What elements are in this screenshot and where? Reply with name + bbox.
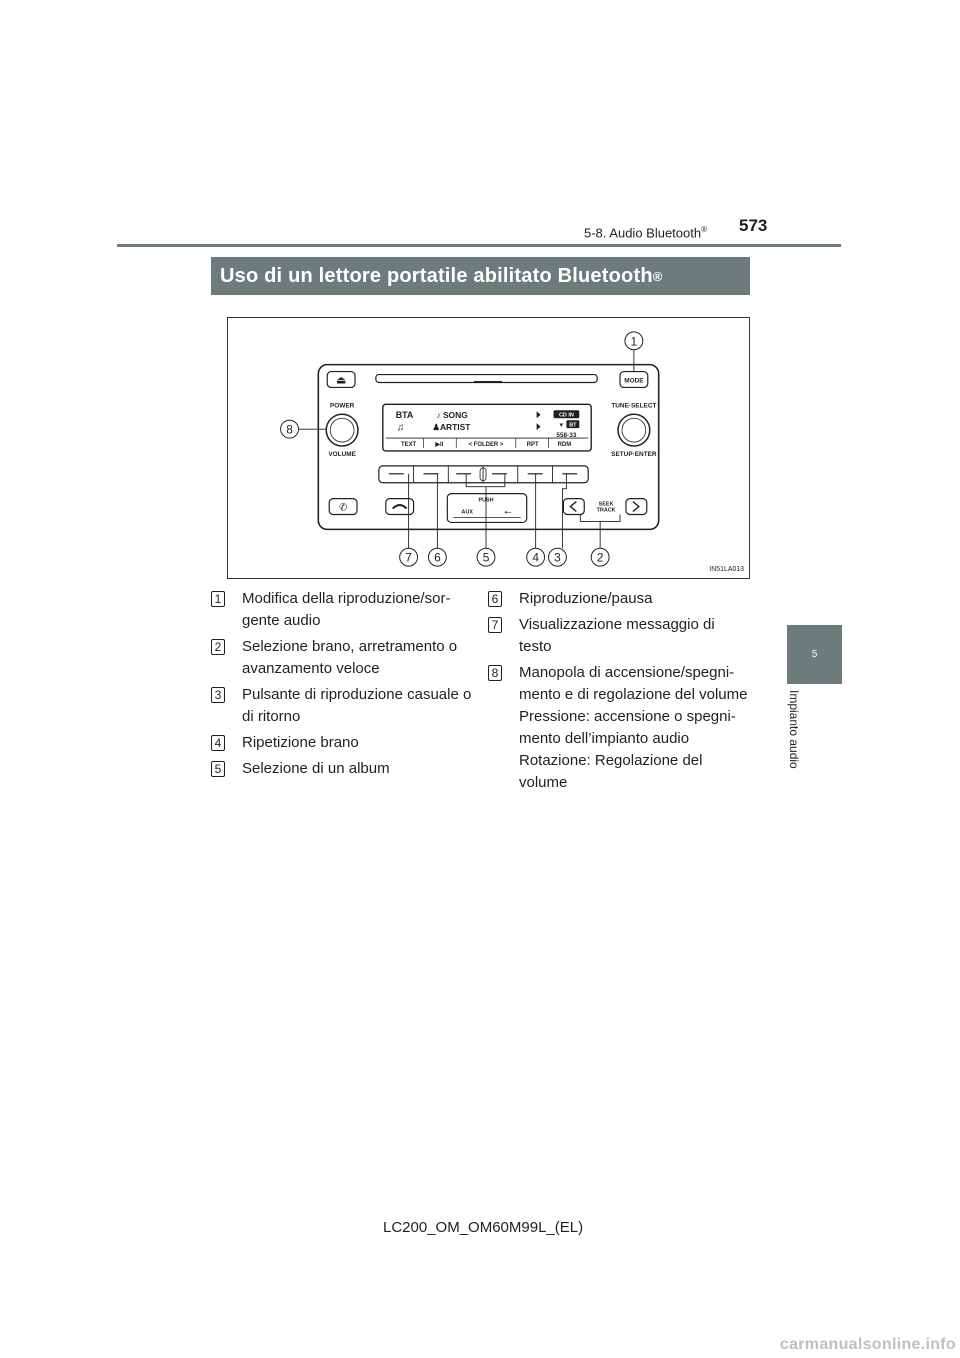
legend-number: 6 (488, 591, 502, 607)
power-label: POWER (329, 402, 355, 410)
callout-4 (527, 548, 545, 566)
preset-button-row (379, 466, 588, 483)
tune-select-label: TUNE·SELECT (611, 402, 657, 410)
legend-number: 7 (488, 617, 502, 633)
callout-7 (400, 548, 418, 566)
legend-text-continued: testo (519, 638, 552, 655)
watermark: carmanualsonline.info (779, 1336, 956, 1353)
legend-text-continued: mento e di regolazione del volume (519, 686, 748, 703)
callout-8 (281, 420, 299, 438)
callout-3 (549, 548, 567, 566)
running-header (584, 225, 707, 240)
legend-text-continued: avanzamento veloce (242, 660, 380, 677)
seek-back-button (563, 499, 584, 515)
section-reference: 5-8. Audio Bluetooth (584, 225, 702, 241)
section-title-text: Uso di un lettore portatile abilitato Bluetooth (220, 264, 653, 287)
display-artist: ♟ARTIST (432, 422, 471, 433)
callout-8-label: 8 (286, 422, 293, 437)
legend-number: 1 (211, 591, 225, 607)
chapter-label: Impianto audio (787, 690, 801, 769)
legend-text: Visualizzazione messaggio di (519, 616, 715, 633)
mode-label: MODE (624, 377, 644, 385)
legend-number: 4 (211, 735, 225, 751)
legend-text-press-continued: mento dell’impianto audio (519, 730, 690, 747)
callout-5-label: 5 (482, 550, 490, 565)
display-music-icon: ♫ (396, 422, 405, 434)
softkey-rdm: RDM (557, 442, 572, 449)
legend-text-continued: di ritorno (242, 708, 301, 725)
callout-5 (477, 548, 495, 566)
setup-enter-label: SETUP·ENTER (611, 450, 657, 458)
legend-text: Manopola di accensione/spegni- (519, 664, 735, 681)
phone-hangup-button (386, 499, 414, 515)
legend-text: Selezione brano, arretramento o (242, 638, 458, 655)
tune-knob (618, 414, 650, 446)
display-source: BTA (395, 410, 414, 421)
eject-icon: ⏏ (335, 374, 347, 387)
legend-item (211, 758, 477, 780)
usb-icon: ⭠ (504, 506, 512, 517)
display-bt: BT (569, 422, 577, 429)
callout-2-label: 2 (596, 550, 604, 565)
callout-7-label: 7 (405, 550, 412, 565)
legend-item (488, 588, 752, 610)
callout-3-label: 3 (554, 550, 561, 565)
legend-text: Selezione di un album (242, 760, 390, 777)
legend-text-rotate: Rotazione: Regolazione del (519, 752, 703, 769)
legend-column-left (211, 588, 477, 784)
legend-text-rotate-continued: volume (519, 774, 568, 791)
legend-column-right (488, 588, 752, 798)
legend-text: Riproduzione/pausa (519, 590, 653, 607)
display-signal-icon: ▾ (559, 422, 563, 430)
display-song: ♪ SONG (436, 410, 468, 421)
seek-forward-button (626, 499, 647, 515)
audio-unit-illustration (228, 318, 749, 578)
legend-number: 8 (488, 665, 502, 681)
volume-label: VOLUME (328, 450, 356, 458)
push-label: PUSH (478, 497, 494, 504)
legend-text-press: Pressione: accensione o spegni- (519, 708, 736, 725)
callout-1-label: 1 (630, 334, 638, 349)
callout-6-label: 6 (434, 550, 441, 565)
callout-4-label: 4 (532, 550, 539, 565)
figure-code: IN51LA013 (709, 566, 745, 574)
callout-2 (591, 548, 609, 566)
section-title (211, 257, 750, 295)
track-label: TRACK (596, 507, 616, 514)
volume-knob (326, 414, 358, 446)
softkey-play-pause: ▶II (435, 442, 444, 449)
legend-text-continued: gente audio (242, 612, 321, 629)
display-time: 558·33 (556, 432, 577, 440)
document-code: LC200_OM_OM60M99L_(EL) (383, 1219, 584, 1236)
legend-item (211, 684, 477, 728)
page-number: 573 (739, 216, 768, 235)
legend-number: 5 (211, 761, 225, 777)
display-cd-in: CD IN (558, 412, 574, 419)
legend-text: Ripetizione brano (242, 734, 359, 751)
legend-number: 3 (211, 687, 225, 703)
legend-item (211, 588, 477, 632)
aux-label: AUX (461, 509, 473, 516)
legend-item (488, 614, 752, 658)
legend-number: 2 (211, 639, 225, 655)
seek-label: SEEK (598, 501, 614, 508)
registered-mark: ® (701, 225, 707, 234)
legend-text: Pulsante di riproduzione casuale o (242, 686, 472, 703)
phone-pickup-icon: ✆ (338, 502, 348, 514)
chapter-number: 5 (811, 649, 818, 660)
softkey-rpt: RPT (526, 442, 539, 449)
softkey-folder: < FOLDER > (468, 442, 504, 449)
legend-item (211, 636, 477, 680)
audio-unit-figure (227, 317, 750, 579)
legend-item (211, 732, 477, 754)
legend-text: Modifica della riproduzione/sor- (242, 590, 451, 607)
callout-6 (428, 548, 446, 566)
section-title-registered-mark: ® (652, 268, 663, 284)
header-divider (117, 244, 841, 247)
callout-1 (625, 332, 643, 350)
legend-item (488, 662, 752, 794)
softkey-text: TEXT (401, 442, 417, 449)
chapter-tab (787, 625, 842, 684)
